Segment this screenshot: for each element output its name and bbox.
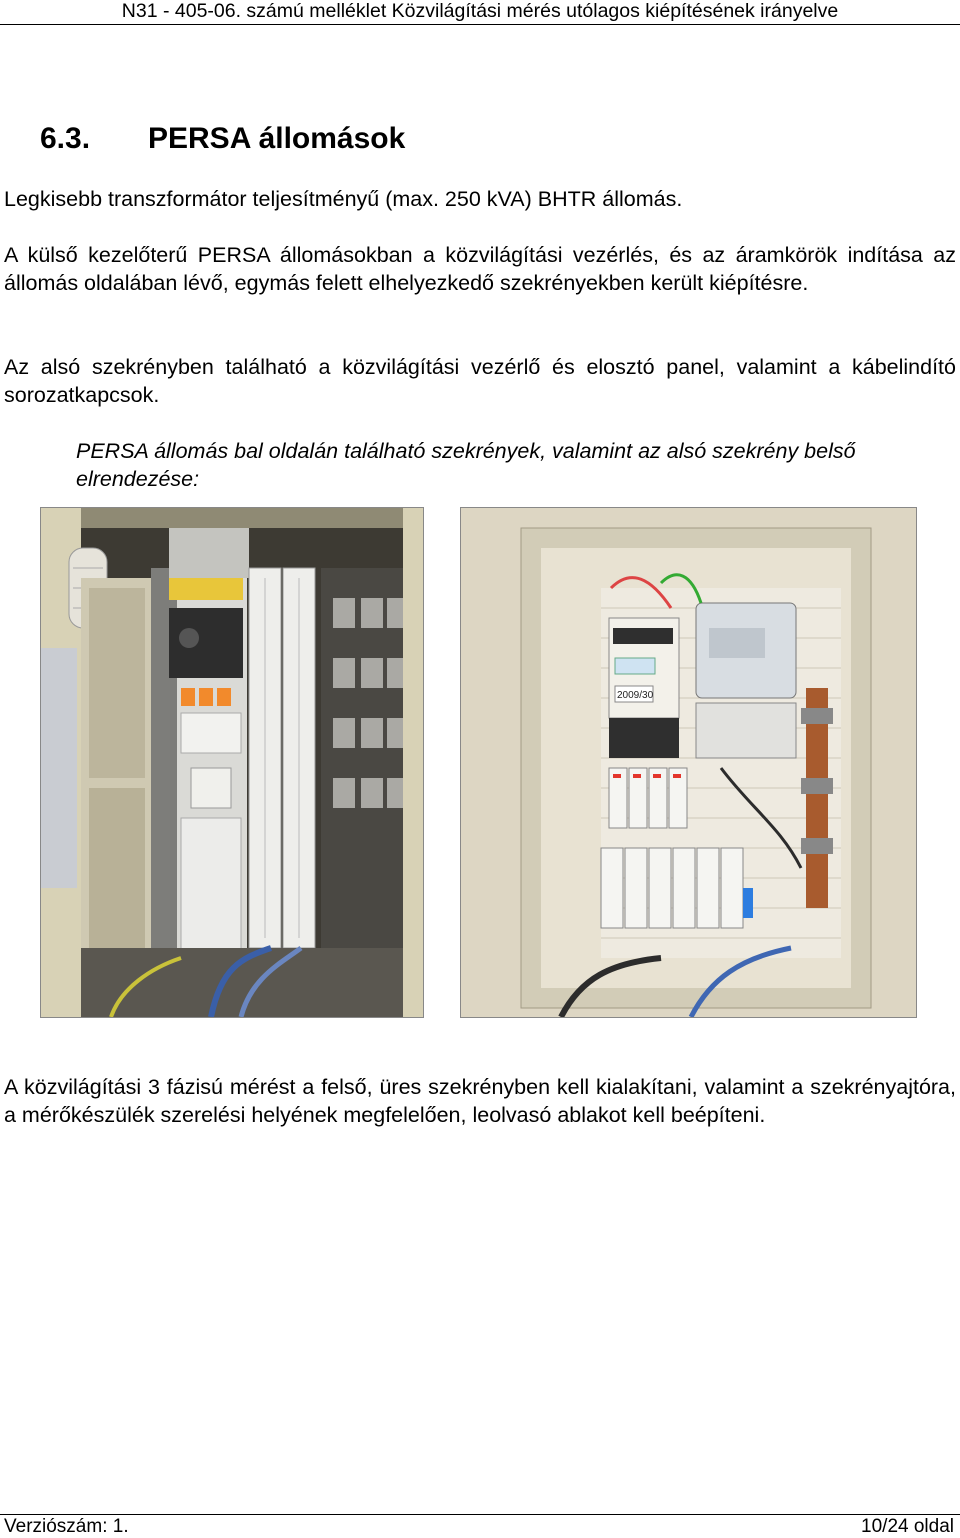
- section-title: PERSA állomások: [148, 122, 406, 155]
- paragraph-description: A külső kezelőterű PERSA állomásokban a közvilágítási vezérlés, és az áramkörök indítása az állomás oldalában lévő, egymás felett elhelyezkedő szekrényekben került kiépítésre.: [4, 243, 956, 295]
- footer-page-number: 10/24 oldal: [861, 1516, 954, 1537]
- paragraph-lower-cabinet: Az alsó szekrényben található a közvilágítási vezérlő és elosztó panel, valamint a kábelindító sorozatkapcsok.: [4, 355, 956, 407]
- cabinet-left-photo: [40, 507, 424, 1018]
- paragraph-intro: Legkisebb transzformátor teljesítményű (max. 250 kVA) BHTR állomás.: [4, 187, 683, 211]
- paragraph-closing: A közvilágítási 3 fázisú mérést a felső, üres szekrényben kell kialakítani, valamint a szekrényajtóra, a mérőkészülék szerelési helyének megfelelően, leolvasó ablakot kell beépíteni.: [4, 1075, 956, 1127]
- header-divider: [0, 24, 960, 25]
- section-heading: [40, 120, 405, 158]
- sticker-text: 2009/30: [617, 690, 654, 701]
- footer-version: Verziószám: 1.: [4, 1516, 129, 1537]
- figure-caption: PERSA állomás bal oldalán található szekrények, valamint az alsó szekrény belső elrendezése:: [76, 439, 856, 491]
- page-header: N31 - 405-06. számú melléklet Közvilágítási mérés utólagos kiépítésének irányelve: [121, 0, 839, 22]
- footer-divider: [0, 1514, 960, 1515]
- cabinet-right-photo: [460, 507, 917, 1018]
- section-number: 6.3.: [40, 122, 91, 155]
